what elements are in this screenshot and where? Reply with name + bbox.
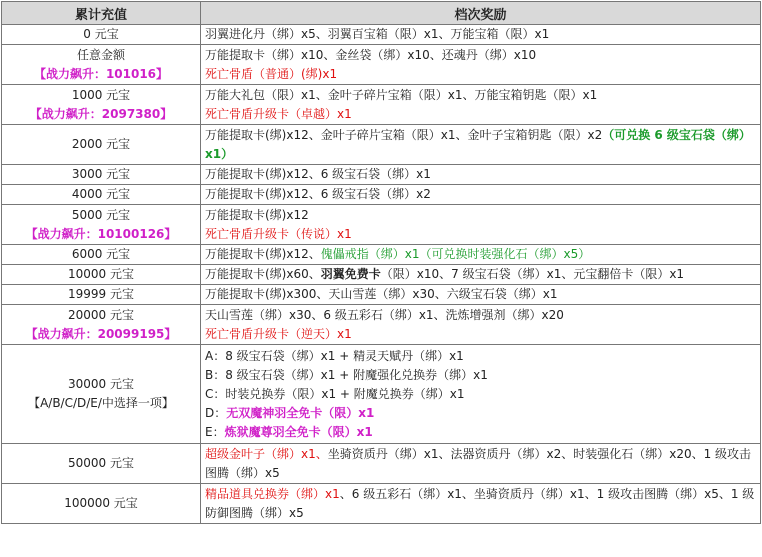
table-row: [2, 185, 761, 205]
reward-text: A：8 级宝石袋（绑）x1 + 精灵天赋丹（绑）x1: [205, 348, 464, 363]
table-row: [2, 285, 761, 305]
reward-line: [205, 325, 756, 344]
reward-text: 死亡骨盾升级卡（逆天）x1: [205, 326, 352, 341]
reward-cell: [201, 85, 761, 125]
tier-note: 【战力飙升：2097380】: [29, 106, 173, 121]
reward-text: 万能提取卡(绑)x12: [205, 207, 309, 222]
table-row: [2, 345, 761, 444]
header-tier-rewards: 档次奖励: [201, 2, 761, 25]
table-row: [2, 305, 761, 345]
reward-line: [205, 265, 756, 284]
reward-line: [205, 225, 756, 244]
reward-line: [205, 366, 756, 385]
reward-cell: [201, 484, 761, 524]
tier-cell: [2, 25, 201, 45]
reward-cell: [201, 125, 761, 165]
reward-text: 羽翼进化丹（绑）x5、羽翼百宝箱（限）x1、万能宝箱（限）x1: [205, 27, 550, 41]
tier-cell: [2, 205, 201, 245]
reward-text: 羽翼免费卡: [320, 267, 381, 281]
reward-text: （限）x10、7 级宝石袋（绑）x1、元宝翻倍卡（限）x1: [380, 267, 685, 281]
tier-note: 【战力飙升：101016】: [33, 66, 169, 81]
tier-amount: 50000 元宝: [68, 456, 134, 470]
reward-line: [205, 65, 756, 84]
reward-cell: [201, 25, 761, 45]
tier-cell: [2, 444, 201, 484]
tier-amount: 0 元宝: [83, 27, 119, 41]
reward-line: [205, 423, 756, 442]
tier-cell: [2, 85, 201, 125]
tier-cell: [2, 165, 201, 185]
reward-text: 超级金叶子（绑）x1、: [205, 446, 328, 461]
table-row: [2, 165, 761, 185]
tier-cell: [2, 265, 201, 285]
reward-cell: [201, 444, 761, 484]
table-row: [2, 245, 761, 265]
reward-line: [205, 285, 756, 304]
tier-amount: 4000 元宝: [71, 187, 131, 201]
reward-cell: [201, 245, 761, 265]
reward-line: [205, 46, 756, 65]
reward-text: 死亡骨盾升级卡（卓越）x1: [205, 106, 352, 121]
table-row: [2, 205, 761, 245]
reward-text: B：8 级宝石袋（绑）x1 + 附魔强化兑换券（绑）x1: [205, 367, 488, 382]
reward-text: 无双魔神羽全免卡（限）x1: [226, 405, 375, 420]
reward-text: 万能提取卡（绑）x10、金丝袋（绑）x10、还魂丹（绑）x10: [205, 47, 537, 62]
reward-cell: [201, 265, 761, 285]
tier-cell: [2, 45, 201, 85]
table-body: [2, 25, 761, 524]
tier-cell: [2, 484, 201, 524]
tier-amount: 19999 元宝: [68, 287, 134, 301]
tier-cell: [2, 185, 201, 205]
table-row: [2, 25, 761, 45]
table-row: [2, 484, 761, 524]
tier-amount: 2000 元宝: [71, 137, 131, 151]
tier-amount: 30000 元宝: [68, 377, 134, 391]
reward-line: [205, 165, 756, 184]
reward-text: D：: [205, 405, 227, 420]
tier-cell: [2, 345, 201, 444]
reward-text: 万能提取卡(绑)x300、天山雪莲（绑）x30、六级宝石袋（绑）x1: [205, 287, 558, 301]
reward-text: 死亡骨盾升级卡（传说）x1: [205, 226, 352, 241]
reward-text: 傀儡戒指（绑）x1（可兑换时装强化石（绑）x5）: [320, 247, 591, 261]
tier-amount: 6000 元宝: [71, 247, 131, 261]
reward-text: 万能大礼包（限）x1、金叶子碎片宝箱（限）x1、万能宝箱钥匙（限）x1: [205, 87, 598, 102]
table-row: [2, 265, 761, 285]
reward-cell: [201, 185, 761, 205]
reward-line: [205, 306, 756, 325]
tier-cell: [2, 245, 201, 265]
table-row: [2, 125, 761, 165]
reward-text: 炼狱魔尊羽全免卡（限）x1: [224, 424, 373, 439]
reward-line: [205, 126, 756, 164]
reward-cell: [201, 45, 761, 85]
reward-line: [205, 105, 756, 124]
tier-amount: 1000 元宝: [71, 87, 131, 102]
reward-line: [205, 485, 756, 523]
tier-note: 【战力飙升：20099195】: [25, 326, 177, 341]
header-recharge-total: 累计充值: [2, 2, 201, 25]
tier-amount: 10000 元宝: [68, 267, 134, 281]
reward-text: 万能提取卡(绑)x12、金叶子碎片宝箱（限）x1、金叶子宝箱钥匙（限）x2: [205, 127, 603, 142]
reward-line: [205, 385, 756, 404]
reward-line: [205, 404, 756, 423]
reward-line: [205, 245, 756, 264]
table-row: [2, 444, 761, 484]
table-row: [2, 85, 761, 125]
reward-text: 万能提取卡(绑)x12、6 级宝石袋（绑）x2: [205, 187, 431, 201]
tier-amount: 20000 元宝: [68, 307, 134, 322]
reward-cell: [201, 285, 761, 305]
reward-text: C：时装兑换券（限）x1 + 附魔兑换券（绑）x1: [205, 386, 465, 401]
tier-amount: 5000 元宝: [71, 207, 131, 222]
reward-text: E：: [205, 424, 225, 439]
reward-text: 万能提取卡(绑)x12、6 级宝石袋（绑）x1: [205, 167, 431, 181]
reward-text: 万能提取卡(绑)x12、: [205, 247, 321, 261]
reward-text: 精品道具兑换券（绑）x1: [205, 486, 340, 501]
reward-line: [205, 347, 756, 366]
reward-table: [1, 1, 761, 524]
reward-line: [205, 206, 756, 225]
tier-cell: [2, 285, 201, 305]
reward-cell: [201, 165, 761, 185]
reward-text: （可兑换 6 级宝石袋（绑）x1）: [205, 127, 751, 161]
table-header-row: [2, 2, 761, 25]
reward-text: 死亡骨盾（普通）(绑)x1: [205, 66, 338, 81]
reward-text: 坐骑资质丹（绑）x1、法器资质丹（绑）x2、时装强化石（绑）x20、1 级攻击图腾（绑）x5: [205, 446, 752, 480]
table-row: [2, 45, 761, 85]
tier-note: 【A/B/C/D/E/中选择一项】: [28, 396, 174, 410]
tier-cell: [2, 305, 201, 345]
reward-cell: [201, 305, 761, 345]
tier-amount: 100000 元宝: [64, 496, 138, 510]
reward-line: [205, 445, 756, 483]
reward-line: [205, 86, 756, 105]
reward-cell: [201, 205, 761, 245]
reward-text: 、6 级五彩石（绑）x1、坐骑资质丹（绑）x1、1 级攻击图腾（绑）x5、1 级防御图腾（绑）x5: [205, 486, 755, 520]
reward-text: 万能提取卡(绑)x60、: [205, 267, 321, 281]
tier-cell: [2, 125, 201, 165]
tier-amount: 任意金额: [76, 47, 125, 62]
reward-text: 天山雪莲（绑）x30、6 级五彩石（绑）x1、洗炼增强剂（绑）x20: [205, 307, 564, 322]
reward-line: [205, 185, 756, 204]
reward-cell: [201, 345, 761, 444]
tier-note: 【战力飙升：10100126】: [25, 226, 177, 241]
tier-amount: 3000 元宝: [71, 167, 131, 181]
reward-line: [205, 25, 756, 44]
